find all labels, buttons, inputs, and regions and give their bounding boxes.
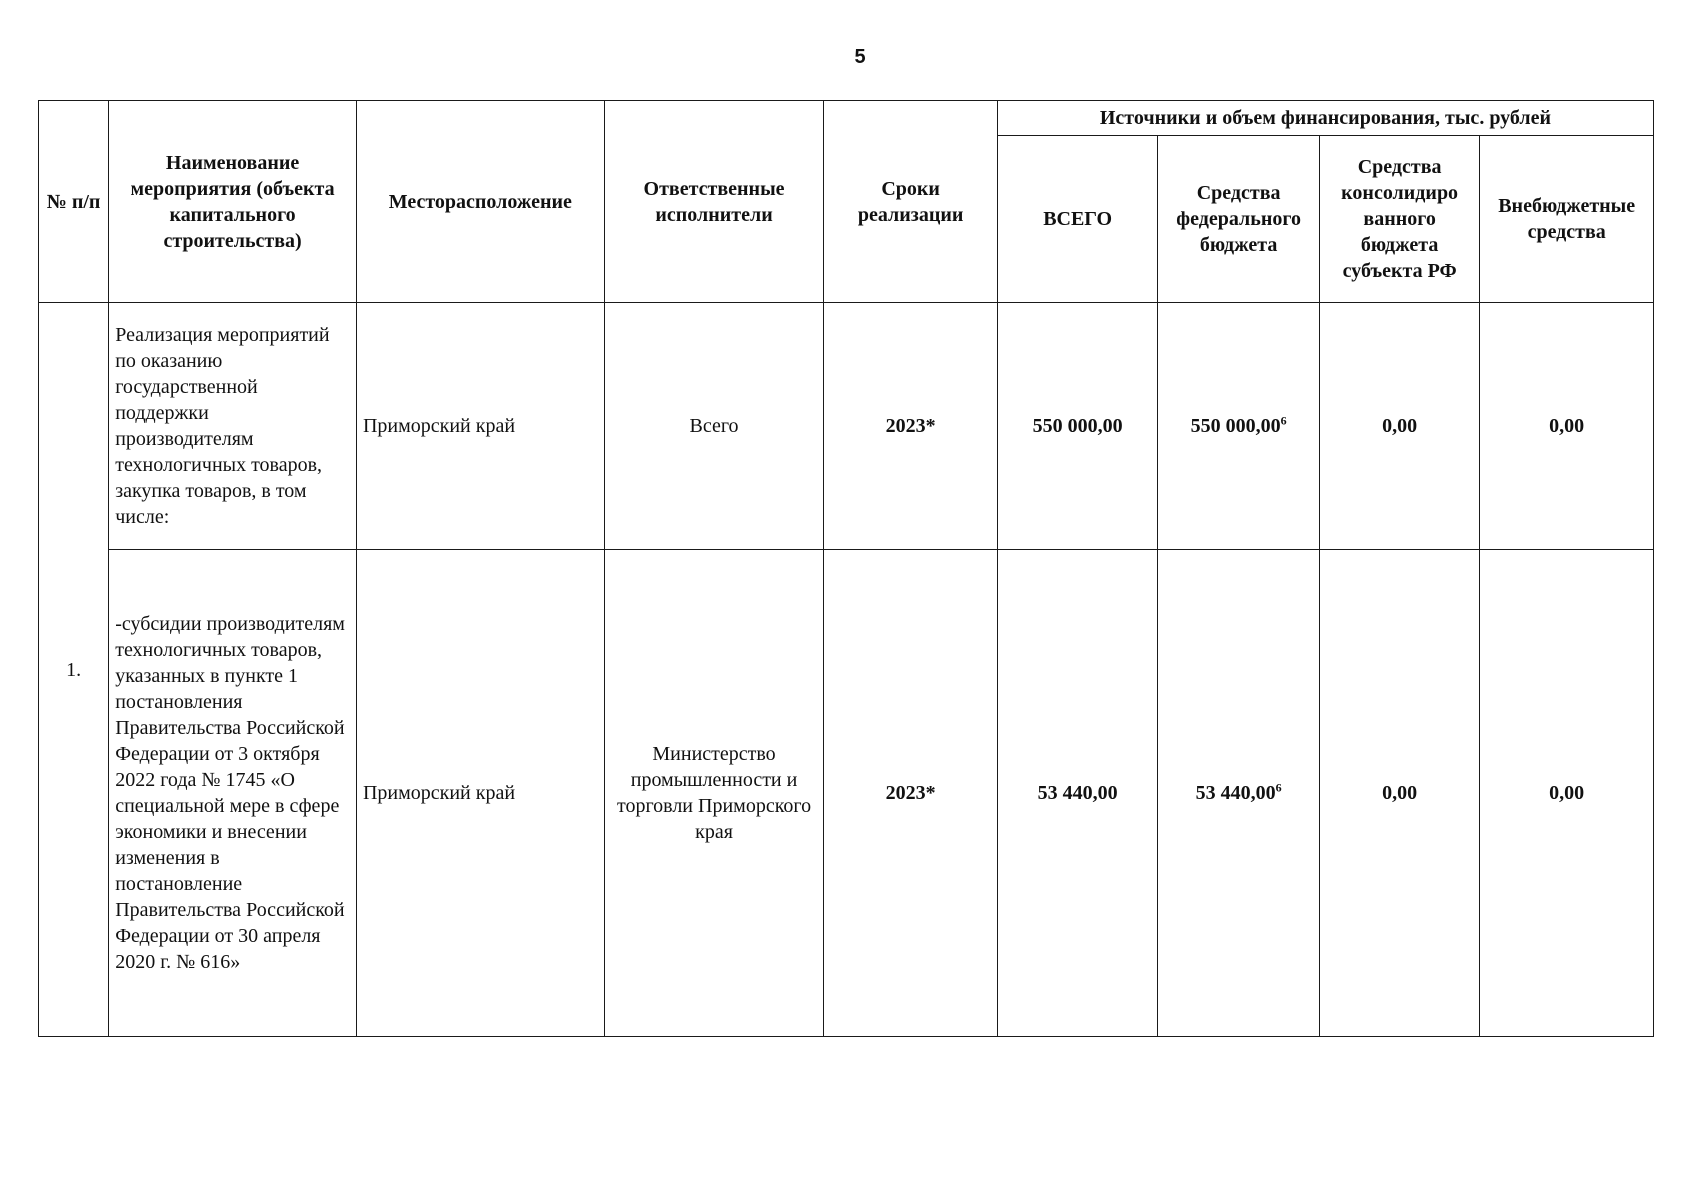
regional-cell: 0,00 bbox=[1319, 303, 1479, 550]
footnote-mark: 6 bbox=[1280, 413, 1287, 428]
terms-cell: 2023* bbox=[824, 303, 998, 550]
location-cell: Приморский край bbox=[356, 550, 604, 1037]
footnote-mark: 6 bbox=[1275, 780, 1282, 795]
table-row bbox=[39, 303, 1654, 550]
regional-cell: 0,00 bbox=[1319, 550, 1479, 1037]
total-cell: 53 440,00 bbox=[997, 550, 1157, 1037]
federal-cell bbox=[1158, 303, 1319, 550]
location-cell: Приморский край bbox=[356, 303, 604, 550]
header-terms: Сроки реализации bbox=[824, 101, 998, 303]
federal-cell bbox=[1158, 550, 1319, 1037]
funding-table bbox=[38, 100, 1654, 1037]
terms-cell: 2023* bbox=[824, 550, 998, 1037]
total-cell: 550 000,00 bbox=[997, 303, 1157, 550]
header-total: ВСЕГО bbox=[997, 136, 1157, 303]
header-responsible: Ответственные исполнители bbox=[604, 101, 824, 303]
header-regional: Средства консолидиро ванного бюджета субъекта РФ bbox=[1319, 136, 1479, 303]
extrabudget-cell: 0,00 bbox=[1480, 550, 1654, 1037]
responsible-cell: Всего bbox=[604, 303, 824, 550]
header-num: № п/п bbox=[39, 101, 109, 303]
federal-value: 53 440,00 bbox=[1195, 782, 1276, 804]
table-row bbox=[39, 550, 1654, 1037]
responsible-cell: Министерство промышленности и торговли Приморского края bbox=[604, 550, 824, 1037]
federal-value: 550 000,00 bbox=[1190, 415, 1281, 437]
extrabudget-cell: 0,00 bbox=[1480, 303, 1654, 550]
header-funding-group: Источники и объем финансирования, тыс. рублей bbox=[997, 101, 1653, 136]
page-number: 5 bbox=[854, 46, 866, 68]
activity-name: Реализация мероприятий по оказанию государственной поддержки производителям технологичных товаров, закупка товаров, в том числе: bbox=[109, 303, 357, 550]
activity-name: -субсидии производителям технологичных товаров, указанных в пункте 1 постановления Правительства Российской Федерации от 3 октября 2022 года № 1745 «О специальной мере в сфере экономики и внесении изменения в постановление Правительства Российской Федерации от 30 апреля 2020 г. № 616» bbox=[109, 550, 357, 1037]
header-name: Наименование мероприятия (объекта капитального строительства) bbox=[109, 101, 357, 303]
header-federal: Средства федерального бюджета bbox=[1158, 136, 1319, 303]
header-extrabudget: Внебюджетные средства bbox=[1480, 136, 1654, 303]
header-location: Месторасположение bbox=[356, 101, 604, 303]
row-number: 1. bbox=[39, 303, 109, 1037]
